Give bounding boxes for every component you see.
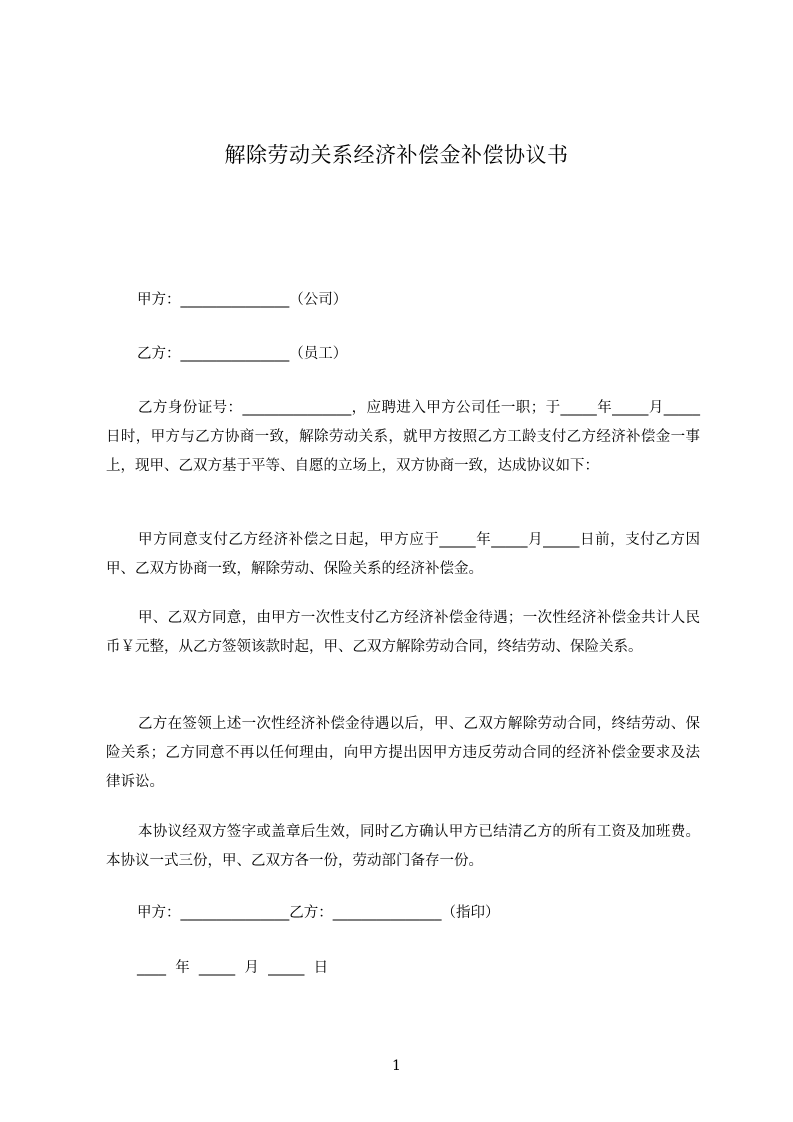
signature-line: 甲方：_______________乙方：_______________（指印） xyxy=(137,905,500,921)
paragraph-payment-date: 甲方同意支付乙方经济补偿之日起，甲方应于_____年_____月_____日前，支付乙方因甲、乙双方协商一致，解除劳动、保险关系的经济补偿金。 xyxy=(106,532,700,577)
document-title: 解除劳动关系经济补偿金补偿协议书 xyxy=(224,143,569,167)
date-line: ____ 年 _____ 月 _____ 日 xyxy=(137,960,329,976)
party-a-line: 甲方：_______________（公司） xyxy=(137,292,348,308)
paragraph-identity: 乙方身份证号：_______________，应聘进入甲方公司任一职；于_____年_____月_____日时，甲方与乙方协商一致，解除劳动关系，就甲方按照乙方工龄支付乙方经济补偿金一事上，现甲、乙双方基于平等、自愿的立场上，双方协商一致，达成协议如下： xyxy=(106,400,700,474)
paragraph-effectiveness: 本协议经双方签字或盖章后生效，同时乙方确认甲方已结清乙方的所有工资及加班费。本协议一式三份，甲、乙双方各一份，劳动部门备存一份。 xyxy=(106,824,700,869)
page-number: 1 xyxy=(392,1058,401,1074)
paragraph-release: 乙方在签领上述一次性经济补偿金待遇以后，甲、乙双方解除劳动合同，终结劳动、保险关系；乙方同意不再以任何理由，向甲方提出因甲方违反劳动合同的经济补偿金要求及法律诉讼。 xyxy=(106,716,700,790)
paragraph-lump-sum: 甲、乙双方同意，由甲方一次性支付乙方经济补偿金待遇；一次性经济补偿金共计人民币￥元整，从乙方签领该款时起，甲、乙双方解除劳动合同，终结劳动、保险关系。 xyxy=(106,610,700,655)
party-b-line: 乙方：_______________（员工） xyxy=(137,346,348,362)
